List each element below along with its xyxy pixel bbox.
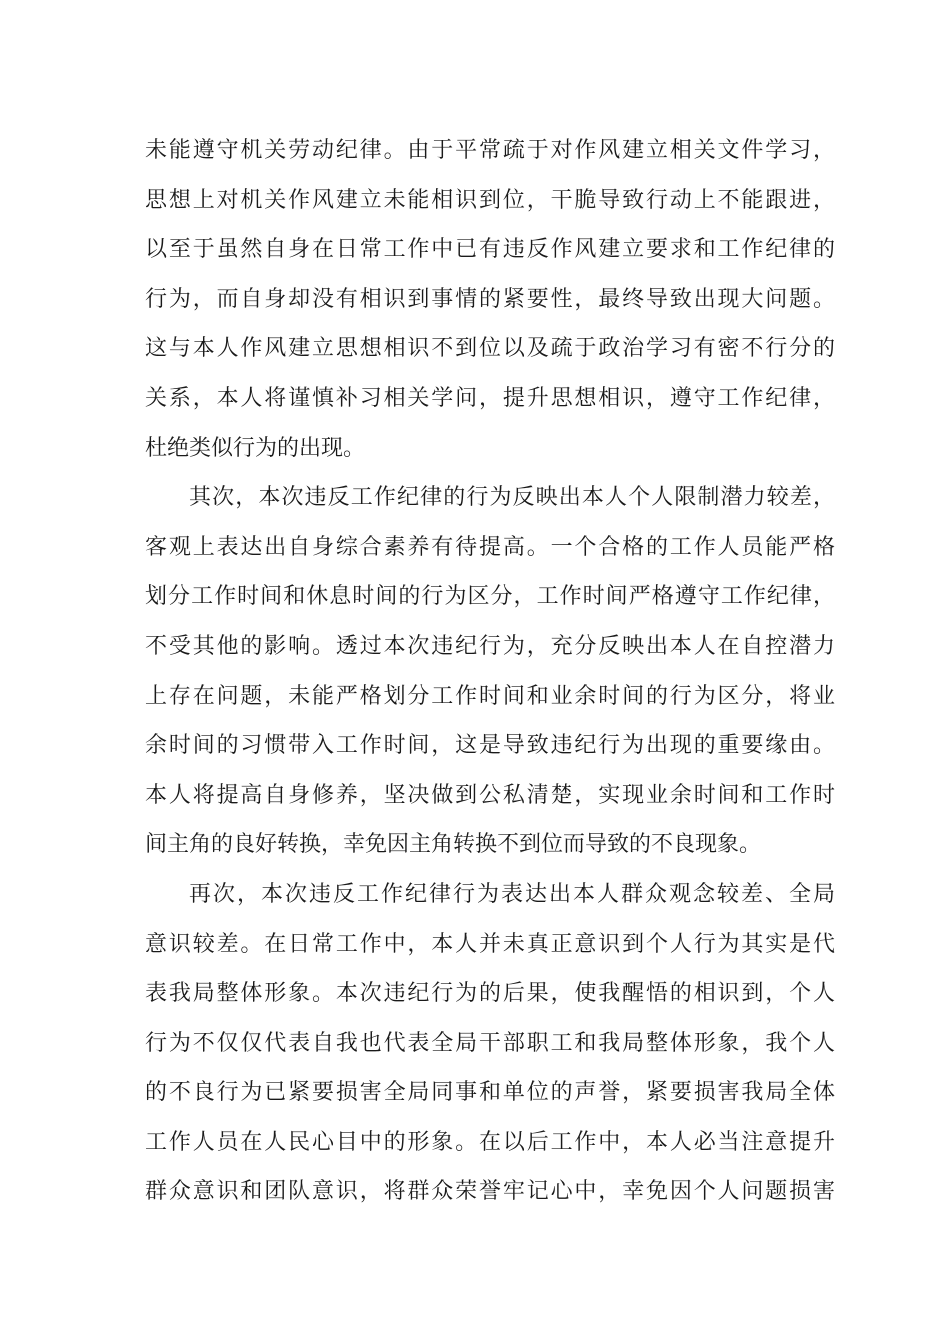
text-line: 关系，本人将谨慎补习相关学问，提升思想相识，遵守工作纪律， [145, 385, 835, 411]
text-line: 工作人员在人民心目中的形象。在以后工作中，本人必当注意提升 [145, 1129, 835, 1155]
text-line: 群众意识和团队意识，将群众荣誉牢记心中，幸免因个人问题损害 [145, 1179, 835, 1205]
text-line: 不受其他的影响。透过本次违纪行为，充分反映出本人在自控潜力 [145, 633, 835, 659]
paragraph-second [145, 473, 835, 870]
text-line: 以至于虽然自身在日常工作中已有违反作风建立要求和工作纪律的 [145, 237, 835, 263]
text-line: 客观上表达出自身综合素养有待提高。一个合格的工作人员能严格 [145, 534, 835, 560]
text-line: 的不良行为已紧要损害全局同事和单位的声誉，紧要损害我局全体 [145, 1080, 835, 1106]
text-line: 划分工作时间和休息时间的行为区分，工作时间严格遵守工作纪律， [145, 584, 835, 610]
paragraph-continuation [145, 126, 835, 473]
text-line: 思想上对机关作风建立未能相识到位，干脆导致行动上不能跟进， [145, 187, 835, 213]
paragraph-third [145, 870, 835, 1217]
text-line: 上存在问题，未能严格划分工作时间和业余时间的行为区分，将业 [145, 683, 835, 709]
text-line: 意识较差。在日常工作中，本人并未真正意识到个人行为其实是代 [145, 931, 835, 957]
text-line: 其次，本次违反工作纪律的行为反映出本人个人限制潜力较差， [189, 485, 835, 511]
text-line: 这与本人作风建立思想相识不到位以及疏于政治学习有密不行分的 [145, 336, 835, 362]
text-line: 再次，本次违反工作纪律行为表达出本人群众观念较差、全局 [189, 881, 835, 907]
text-line: 行为不仅仅代表自我也代表全局干部职工和我局整体形象，我个人 [145, 1030, 835, 1056]
text-line: 杜绝类似行为的出现。 [145, 435, 366, 461]
text-line: 未能遵守机关劳动纪律。由于平常疏于对作风建立相关文件学习， [145, 138, 835, 163]
text-line: 行为，而自身却没有相识到事情的紧要性，最终导致出现大问题。 [145, 286, 835, 312]
text-line: 表我局整体形象。本次违纪行为的后果，使我醒悟的相识到，个人 [145, 981, 835, 1007]
text-line: 本人将提高自身修养，坚决做到公私清楚，实现业余时间和工作时 [145, 782, 835, 808]
document-body [145, 126, 835, 1217]
text-line: 余时间的习惯带入工作时间，这是导致违纪行为出现的重要缘由。 [145, 733, 835, 759]
text-line: 间主角的良好转换，幸免因主角转换不到位而导致的不良现象。 [145, 832, 762, 858]
